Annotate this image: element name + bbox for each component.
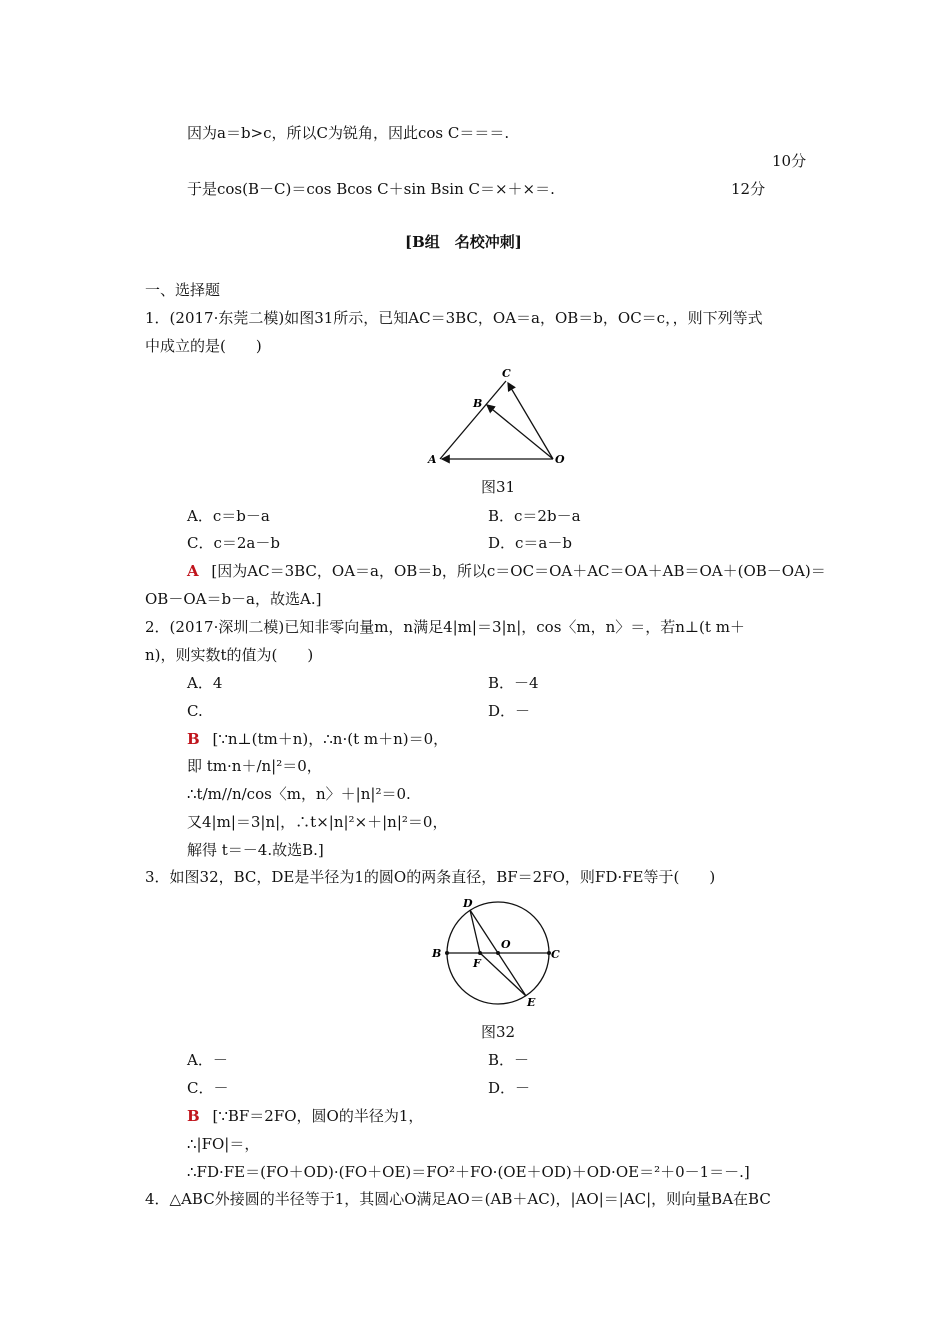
q2-stem-line-2: n)，则实数t的值为( ) bbox=[145, 646, 314, 664]
point-b-label: B bbox=[432, 947, 442, 960]
segment-fd bbox=[470, 910, 480, 953]
q3-solution-line-1 bbox=[187, 1106, 423, 1126]
q3-option-b: B．－ bbox=[488, 1051, 530, 1069]
figure-32-caption: 图32 bbox=[481, 1023, 516, 1041]
q2-solution-line-5: 解得 t＝－4.故选B.] bbox=[187, 841, 324, 859]
point-c-label: C bbox=[551, 948, 560, 961]
point-b bbox=[445, 951, 449, 955]
q1-stem-line-1: 1．(2017·东莞二模)如图31所示，已知AC＝3BC，OA＝a，OB＝b，OC＝c，，则下列等式 bbox=[145, 309, 763, 327]
q2-solution-line-1 bbox=[187, 729, 448, 749]
point-d-label: D bbox=[463, 897, 473, 910]
point-o-label: O bbox=[555, 453, 565, 466]
figure-31 bbox=[420, 364, 570, 470]
q1-answer-line-2: OB－OA＝b－a，故选A.] bbox=[145, 590, 322, 608]
q1-stem-line-2: 中成立的是( ) bbox=[145, 337, 262, 355]
vector-oc bbox=[508, 383, 553, 459]
figure-32 bbox=[425, 895, 570, 1015]
q3-solution-line-3: ∴FD·FE＝(FO＋OD)·(FO＋OE)＝FO²＋FO·(OE＋OD)＋OD·OE＝²＋0－1＝－.] bbox=[187, 1163, 750, 1181]
q2-option-c: C. bbox=[187, 702, 203, 720]
q1-option-b: B．c＝2b－a bbox=[488, 507, 581, 525]
q1-answer-line-1 bbox=[187, 561, 826, 581]
vector-ob bbox=[487, 405, 553, 459]
point-e-label: E bbox=[527, 996, 536, 1009]
q2-answer-letter: B bbox=[187, 730, 200, 748]
segment-fe bbox=[480, 953, 526, 996]
point-o bbox=[496, 951, 500, 955]
q3-option-c: C．－ bbox=[187, 1079, 229, 1097]
prev-score-1: 10分 bbox=[772, 152, 807, 170]
prev-line-2: 于是cos(B－C)＝cos Bcos C＋sin Bsin C＝×＋×＝. bbox=[187, 180, 555, 198]
q1-option-d: D．c＝a－b bbox=[488, 534, 572, 552]
segment-ac bbox=[440, 381, 506, 459]
q2-option-d: D．－ bbox=[488, 702, 531, 720]
point-c-label: C bbox=[502, 367, 511, 380]
q2-solution-line-4: 又4|m|＝3|n|，∴t×|n|²×＋|n|²＝0， bbox=[187, 813, 448, 831]
q2-stem-line-1: 2．(2017·深圳二模)已知非零向量m，n满足4|m|＝3|n|，cos〈m，n〉＝，若n⊥(t m＋ bbox=[145, 618, 745, 636]
prev-score-2: 12分 bbox=[731, 180, 766, 198]
q4-stem: 4．△ABC外接圆的半径等于1，其圆心O满足AO＝(AB＋AC)，|AO|＝|AC|，则向量BA在BC bbox=[145, 1190, 771, 1208]
q3-solution-line-2: ∴|FO|＝， bbox=[187, 1135, 260, 1153]
q3-option-d: D．－ bbox=[488, 1079, 531, 1097]
point-a-label: A bbox=[428, 453, 437, 466]
q2-solution-text-1: [∵n⊥(tm＋n)，∴n·(t m＋n)＝0， bbox=[212, 730, 449, 748]
section-title: [B组 名校冲刺] bbox=[405, 233, 522, 251]
part-title: 一、选择题 bbox=[145, 281, 221, 299]
point-b-label: B bbox=[473, 397, 483, 410]
q2-solution-line-2: 即 tm·n＋/n|²＝0， bbox=[187, 757, 322, 775]
q2-solution-line-3: ∴t/m//n/cos〈m，n〉＋|n|²＝0. bbox=[187, 785, 411, 803]
figure-31-caption: 图31 bbox=[481, 478, 516, 496]
q3-option-a: A．－ bbox=[187, 1051, 228, 1069]
q1-option-a: A．c＝b－a bbox=[187, 507, 270, 525]
q1-option-c: C．c＝2a－b bbox=[187, 534, 280, 552]
q3-stem: 3．如图32，BC，DE是半径为1的圆O的两条直径，BF＝2FO，则FD·FE等于( ) bbox=[145, 868, 716, 886]
point-o-label: O bbox=[501, 938, 511, 951]
point-f bbox=[478, 951, 482, 955]
q3-answer-letter: B bbox=[187, 1107, 200, 1125]
q1-answer-letter: A bbox=[187, 562, 199, 580]
prev-line-1: 因为a＝b>c，所以C为锐角，因此cos C＝＝＝. bbox=[187, 124, 510, 142]
q2-option-a: A．4 bbox=[187, 674, 223, 692]
q1-answer-text-1: [因为AC＝3BC，OA＝a，OB＝b，所以c＝OC＝OA＋AC＝OA＋AB＝OA＋(OB－OA)＝ bbox=[211, 562, 826, 580]
q3-solution-text-1: [∵BF＝2FO，圆O的半径为1， bbox=[212, 1107, 424, 1125]
q2-option-b: B．－4 bbox=[488, 674, 539, 692]
point-f-label: F bbox=[473, 957, 481, 970]
